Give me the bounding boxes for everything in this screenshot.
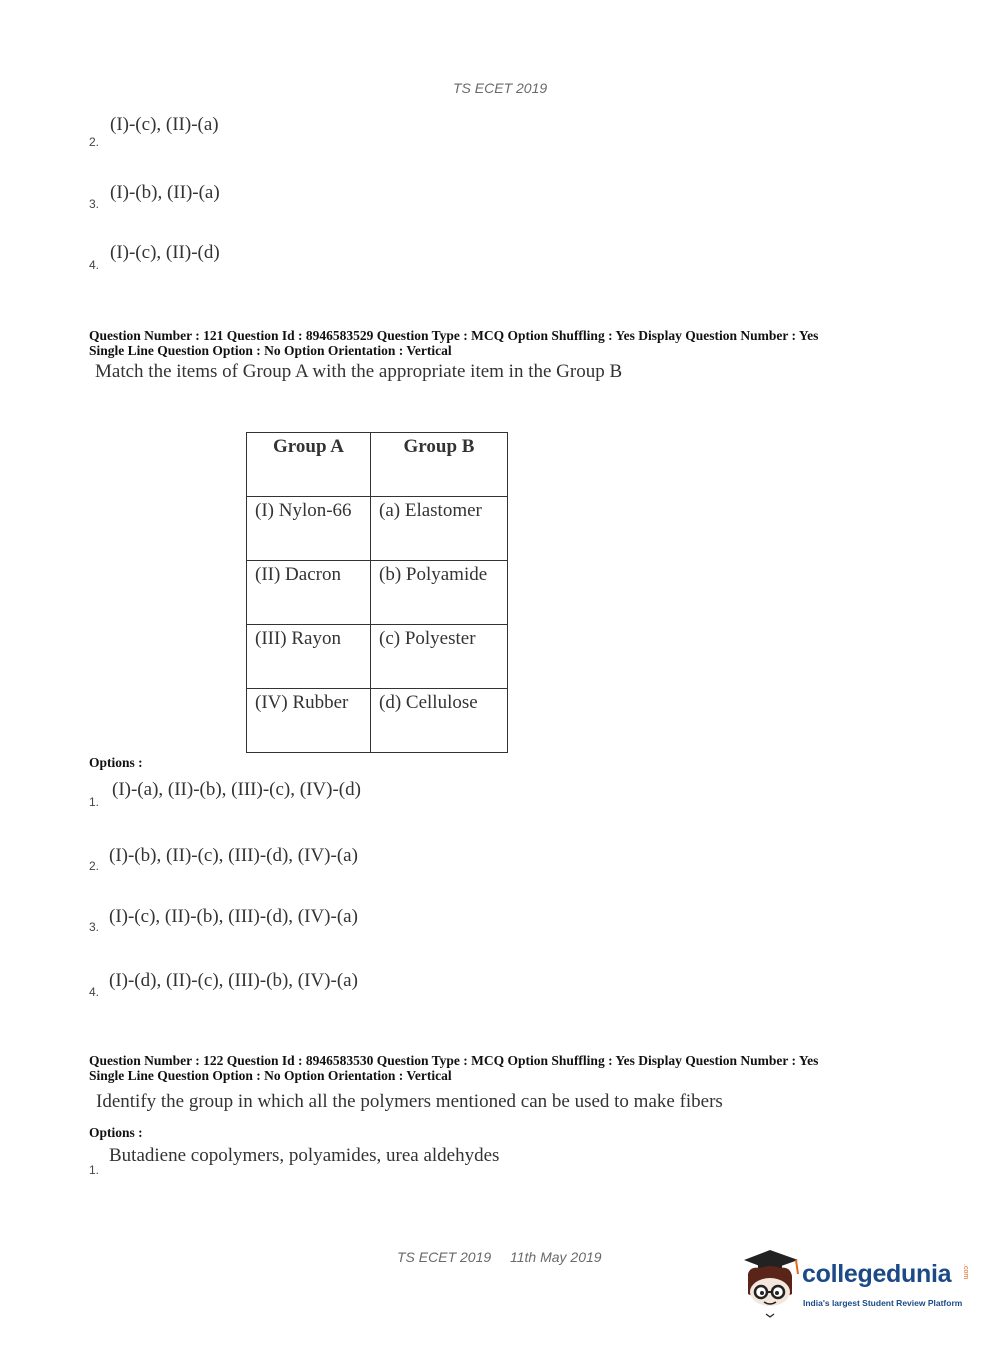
match-table — [246, 432, 508, 753]
table-header-group-a: Group A — [247, 433, 371, 497]
option-text: (I)-(a), (II)-(b), (III)-(c), (IV)-(d) — [112, 779, 361, 800]
option-text: (I)-(c), (II)-(d) — [110, 242, 220, 263]
collegedunia-logo — [740, 1248, 980, 1318]
table-cell: (II) Dacron — [247, 561, 371, 625]
option-number: 4. — [89, 258, 100, 272]
mascot-icon — [740, 1248, 802, 1318]
question-meta-line: Single Line Question Option : No Option Orientation : Vertical — [89, 343, 452, 358]
table-cell: (c) Polyester — [371, 625, 508, 689]
option-number: 1. — [89, 1163, 100, 1177]
footer-date: 11th May 2019 — [510, 1249, 602, 1265]
option-number: 2. — [89, 135, 100, 149]
table-cell: (III) Rayon — [247, 625, 371, 689]
option-text: (I)-(b), (II)-(a) — [110, 182, 220, 203]
question-meta-line: Question Number : 122 Question Id : 8946583530 Question Type : MCQ Option Shuffling : Yes Display Question Number : Yes — [89, 1053, 819, 1068]
table-row — [247, 561, 508, 625]
option-number: 4. — [89, 985, 100, 999]
question-meta-line: Question Number : 121 Question Id : 8946583529 Question Type : MCQ Option Shuffling : Yes Display Question Number : Yes — [89, 328, 819, 343]
option-number: 1. — [89, 795, 100, 809]
logo-tagline: India's largest Student Review Platform — [803, 1298, 963, 1308]
option-text: Butadiene copolymers, polyamides, urea aldehydes — [109, 1145, 500, 1166]
page-header-title: TS ECET 2019 — [453, 80, 548, 96]
question-text: Identify the group in which all the polymers mentioned can be used to make fibers — [96, 1091, 723, 1112]
logo-wordmark: collegedunia — [802, 1260, 952, 1288]
option-text: (I)-(d), (II)-(c), (III)-(b), (IV)-(a) — [109, 970, 358, 991]
option-number: 3. — [89, 920, 100, 934]
option-number: 3. — [89, 197, 100, 211]
footer-exam: TS ECET 2019 — [397, 1249, 492, 1265]
logo-domain: .com — [962, 1264, 969, 1280]
options-label: Options : — [89, 1125, 143, 1140]
option-text: (I)-(c), (II)-(a) — [110, 114, 219, 135]
option-text: (I)-(c), (II)-(b), (III)-(d), (IV)-(a) — [109, 906, 358, 927]
option-text: (I)-(b), (II)-(c), (III)-(d), (IV)-(a) — [109, 845, 358, 866]
table-cell: (I) Nylon-66 — [247, 497, 371, 561]
table-row — [247, 625, 508, 689]
table-cell: (IV) Rubber — [247, 689, 371, 753]
table-header-group-b: Group B — [371, 433, 508, 497]
table-cell: (b) Polyamide — [371, 561, 508, 625]
option-number: 2. — [89, 859, 100, 873]
question-meta-line: Single Line Question Option : No Option Orientation : Vertical — [89, 1068, 452, 1083]
question-text: Match the items of Group A with the appropriate item in the Group B — [95, 361, 623, 382]
table-row — [247, 497, 508, 561]
table-row — [247, 689, 508, 753]
options-label: Options : — [89, 755, 143, 770]
table-cell: (d) Cellulose — [371, 689, 508, 753]
table-cell: (a) Elastomer — [371, 497, 508, 561]
table-header-row — [247, 433, 508, 497]
